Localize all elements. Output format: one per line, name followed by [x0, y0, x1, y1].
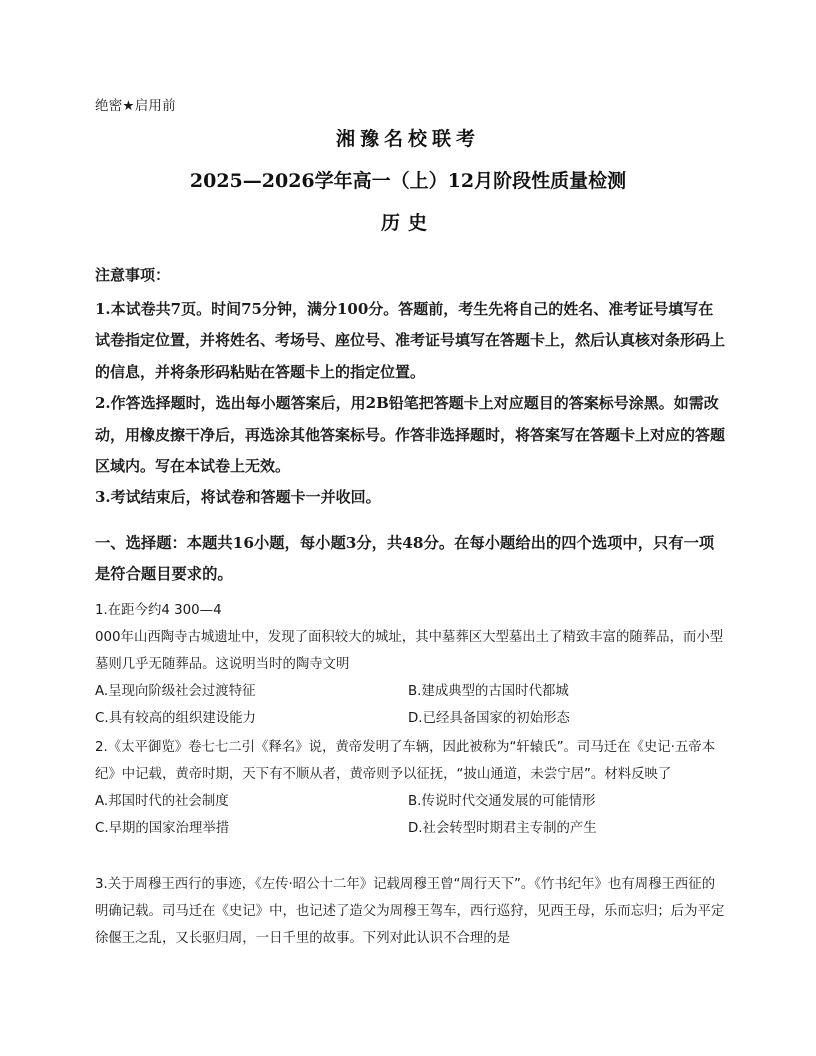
exam-title: 2025—2026学年高一（上）12月阶段性质量检测	[189, 170, 627, 192]
option-c: C.早期的国家治理举措	[95, 821, 230, 836]
option-a: A.邦国时代的社会制度	[95, 794, 229, 809]
option-d: D.社会转型时期君主专制的产生	[408, 821, 597, 836]
question-options	[95, 788, 725, 842]
question-3	[95, 871, 725, 952]
option-b: B.建成典型的古国时代都城	[408, 684, 569, 699]
note-item: 1.本试卷共7页。时间75分钟，满分100分。答题前，考生先将自己的姓名、准考证号填写在试卷指定位置，并将姓名、考场号、座位号、准考证号填写在答题卡上，然后认真核对条形码上的信息，并将条形码粘贴在答题卡上的指定位置。	[95, 300, 726, 381]
question-options	[95, 678, 725, 732]
question-1	[95, 597, 725, 732]
notes-title: 注意事项：	[95, 266, 171, 284]
exam-organization: 湘豫名校联考	[335, 128, 480, 150]
question-stem: 3.关于周穆王西行的事迹，《左传·昭公十二年》记载周穆王曾“周行天下”。《竹书纪年》也有周穆王西征的明确记载。司马迁在《史记》中，也记述了造父为周穆王驾车，西行巡狩，见西王母，乐而忘归；后为平定徐偃王之乱，又长驱归周，一日千里的故事。下列对此认识不合理的是	[95, 877, 725, 946]
option-b: B.传说时代交通发展的可能情形	[408, 794, 596, 809]
question-2	[95, 734, 725, 842]
note-item: 3.考试结束后，将试卷和答题卡一并收回。	[95, 488, 381, 507]
exam-subject: 历史	[380, 212, 435, 234]
question-stem: 2.《太平御览》卷七七二引《释名》说，黄帝发明了车辆，因此被称为“轩辕氏”。司马迁在《史记·五帝本纪》中记载，黄帝时期，天下有不顺从者，黄帝则予以征抚，“披山通道，未尝宁居”。材料反映了	[95, 740, 716, 782]
option-d: D.已经具备国家的初始形态	[408, 711, 570, 726]
notes-list	[95, 294, 725, 514]
option-c: C.具有较高的组织建设能力	[95, 711, 256, 726]
confidential-mark: 绝密★启用前	[95, 98, 176, 114]
option-a: A.呈现向阶级社会过渡特征	[95, 684, 256, 699]
section-heading: 一、选择题：本题共16小题，每小题3分，共48分。在每小题给出的四个选项中，只有一项是符合题目要求的。	[95, 534, 715, 583]
question-stem: 1.在距今约4 300—4	[95, 603, 222, 618]
question-stem: 000年山西陶寺古城遗址中，发现了面积较大的城址，其中墓葬区大型墓出土了精致丰富的随葬品，而小型墓则几乎无随葬品。这说明当时的陶寺文明	[95, 630, 724, 672]
note-item: 2.作答选择题时，选出每小题答案后，用2B铅笔把答题卡上对应题目的答案标号涂黑。如需改动，用橡皮擦干净后，再选涂其他答案标号。作答非选择题时，将答案写在答题卡上对应的答题区域内。写在本试卷上无效。	[95, 394, 726, 476]
